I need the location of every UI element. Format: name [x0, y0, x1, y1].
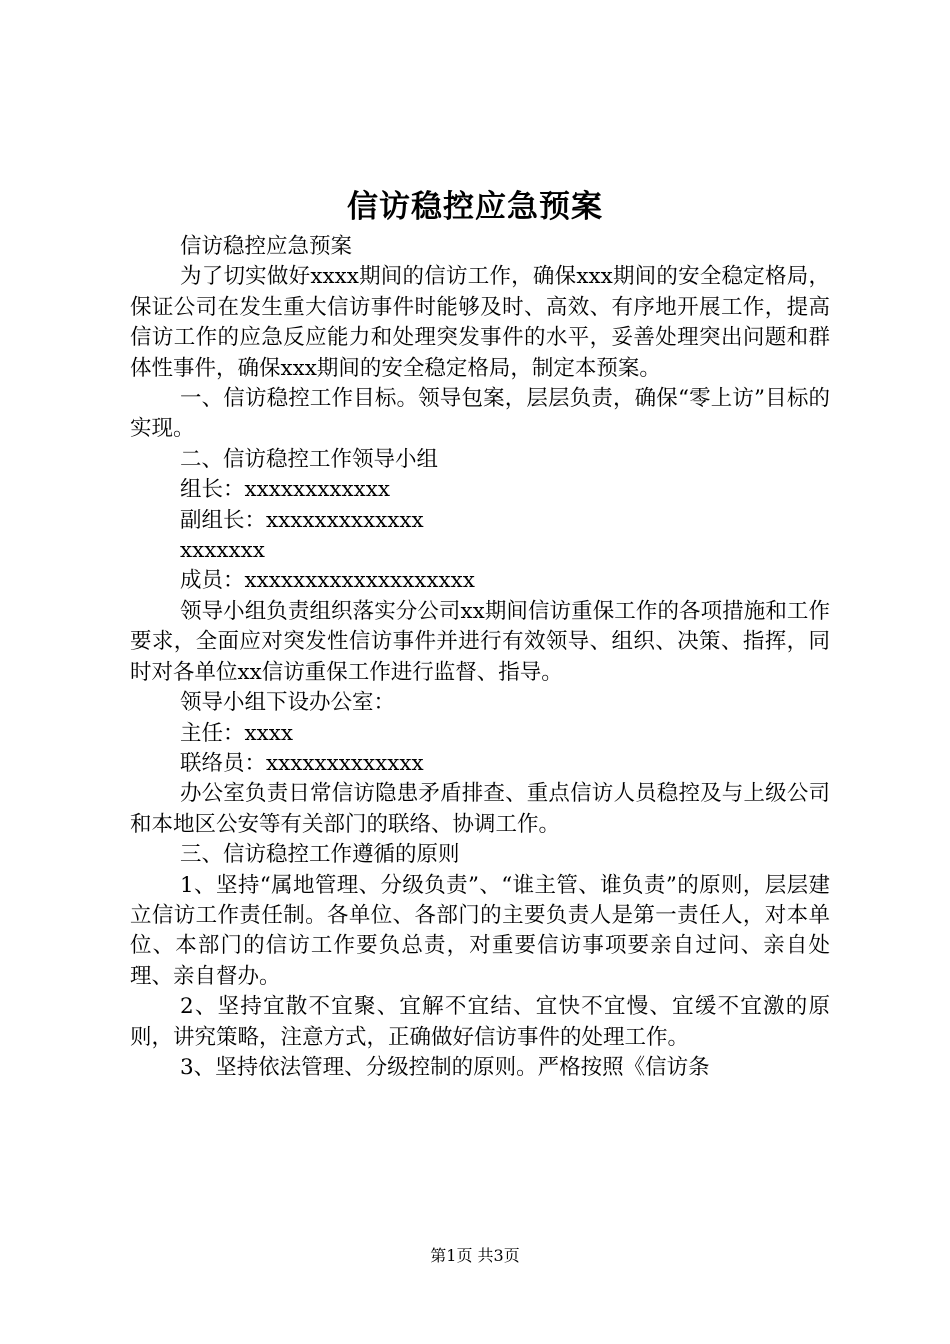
paragraph-office-duty: 办公室负责日常信访隐患矛盾排查、重点信访人员稳控及与上级公司和本地区公安等有关部门的联络、协调工作。	[130, 781, 830, 837]
page-footer: 第1页 共3页	[430, 1246, 520, 1265]
paragraph-group-duty: 领导小组负责组织落实分公司xx期间信访重保工作的各项措施和工作要求，全面应对突发性信访事件并进行有效领导、组织、决策、指挥，同时对各单位xx信访重保工作进行监督、指导。	[130, 598, 830, 685]
document-body	[130, 232, 830, 1083]
paragraph-deputy-leader: 副组长：xxxxxxxxxxxxx	[180, 507, 424, 533]
paragraph-intro: 为了切实做好xxxx期间的信访工作，确保xxx期间的安全稳定格局，保证公司在发生重大信访事件时能够及时、高效、有序地开展工作，提高信访工作的应急反应能力和处理突发事件的水平，妥善处理突出问题和群体性事件，确保xxx期间的安全稳定格局，制定本预案。	[130, 264, 830, 381]
page-title: 信访稳控应急预案	[347, 189, 603, 225]
paragraph-heading: 信访稳控应急预案	[180, 234, 353, 259]
paragraph-members: 成员：xxxxxxxxxxxxxxxxxxx	[180, 568, 475, 594]
paragraph-director: 主任：xxxx	[180, 720, 294, 746]
paragraph-office: 领导小组下设办公室：	[180, 690, 396, 716]
paragraph-section-2: 二、信访稳控工作领导小组	[180, 446, 439, 472]
paragraph-deputy-leader-cont: xxxxxxx	[180, 538, 265, 564]
paragraph-section-3: 三、信访稳控工作遵循的原则	[180, 842, 460, 868]
paragraph-liaison: 联络员：xxxxxxxxxxxxx	[180, 750, 424, 776]
paragraph-principle-2: 2、坚持宜散不宜聚、宜解不宜结、宜快不宜慢、宜缓不宜激的原则，讲究策略，注意方式，正确做好信访事件的处理工作。	[130, 994, 830, 1050]
paragraph-leader: 组长：xxxxxxxxxxxx	[180, 477, 391, 503]
paragraph-principle-1: 1、坚持“属地管理、分级负责”、“谁主管、谁负责”的原则，层层建立信访工作责任制。各单位、各部门的主要负责人是第一责任人，对本单位、本部门的信访工作要负总责，对重要信访事项要亲自过问、亲自处理、亲自督办。	[130, 872, 830, 989]
paragraph-section-1: 一、信访稳控工作目标。领导包案，层层负责，确保“零上访”目标的实现。	[130, 386, 830, 442]
paragraph-principle-3: 3、坚持依法管理、分级控制的原则。严格按照《信访条	[180, 1054, 710, 1080]
